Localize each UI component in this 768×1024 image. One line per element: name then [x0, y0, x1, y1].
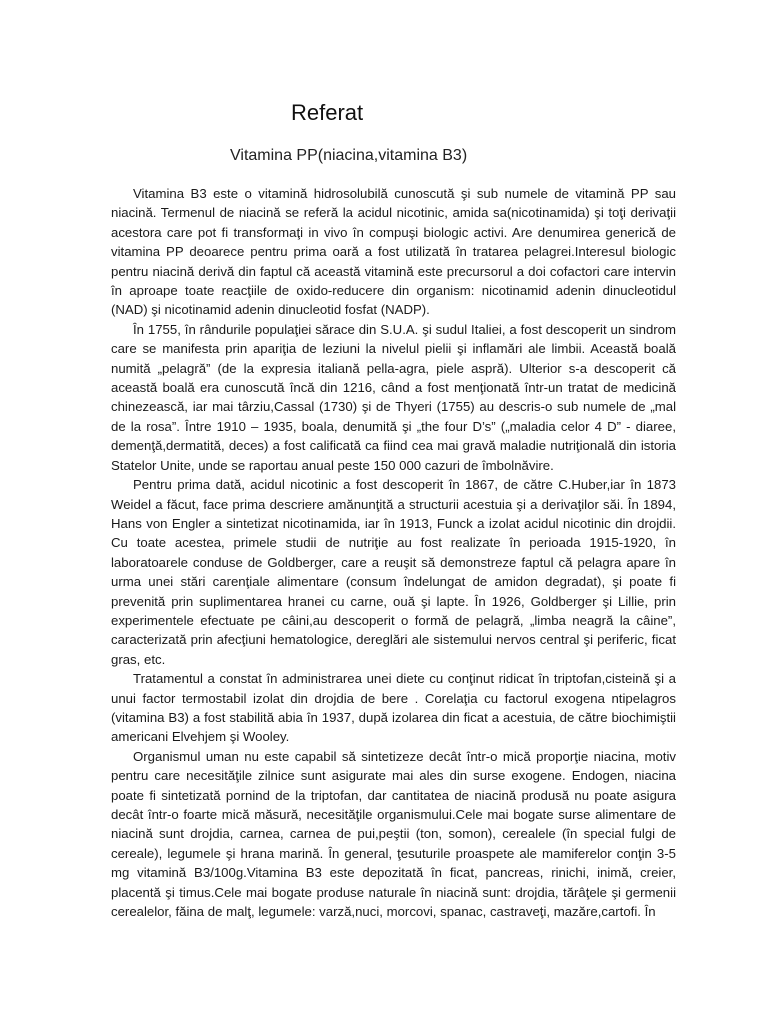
document-subtitle: Vitamina PP(niacina,vitamina B3)	[230, 147, 468, 164]
paragraph-treatment: Tratamentul a constat în administrarea unei diete cu conţinut ridicat în triptofan,cisteină şi a unui factor termostabil izolat din drojdia de bere . Corelaţia cu factorul exogena ntipelagros (vitamina B3) a fost stabilită abia în 1937, după izolarea din ficat a acestuia, de către biochimiştii americani Elvehjem şi Wooley.	[111, 671, 676, 745]
document-title: Referat	[291, 100, 364, 125]
paragraph-sources: Organismul uman nu este capabil să sintetizeze decât într-o mică proporţie niacina, motiv pentru care necesităţile zilnice sunt asigurate mai ales din surse exogene. Endogen, niacina poate fi sintetizată pornind de la triptofan, dar cantitatea de niacină produsă nu poate asigura decât într-o foarte mică măsură, necesităţile organismului.Cele mai bogate surse alimentare de niacină sunt drojdia, carnea, carnea de pui,peştii (ton, somon), cerealele (în special fulgi de cereale), legumele şi hrana marină. În general, ţesuturile proaspete ale mamiferelor conţin 3-5 mg vitamină B3/100g.Vitamina B3 este depozitată în ficat, pancreas, rinichi, inimă, creier, placentă şi timus.Cele mai bogate produse naturale în niacină sunt: drojdia, tărâţele şi germenii cerealelor, făina de malţ, legumele: varză,nuci, morcovi, spanac, castraveţi, mazăre,cartofi. În	[111, 748, 676, 920]
paragraph-discovery: Pentru prima dată, acidul nicotinic a fost descoperit în 1867, de către C.Huber,iar în 1873 Weidel a făcut, face prima descriere amănunţită a structurii acestuia şi a derivaţilor săi. În 1894, Hans von Engler a sintetizat nicotinamida, iar în 1913, Funck a izolat acidul nicotinic din drojdii. Cu toate acestea, primele studii de nutriţie au fost realizate în perioada 1915-1920, în laboratoarele conduse de Goldberger, care a reuşit să demonstreze faptul că pelagra apare în urma unei stări carenţiale alimentare (consum îndelungat de amidon degradat), şi poate fi prevenită prin suplimentarea hranei cu carne, ouă şi lapte. În 1926, Goldberger şi Lillie, prin experimentele efectuate pe câini,au descoperit o formă de pelagră, „limba neagră la câine”, caracterizată prin afecţiuni hematologice, dereglări ale sistemului nervos central şi periferic, ficat gras, etc.	[111, 477, 676, 667]
document-body	[111, 184, 676, 921]
paragraph-intro: Vitamina B3 este o vitamină hidrosolubilă cunoscută şi sub numele de vitamină PP sau niacină. Termenul de niacină se referă la acidul nicotinic, amida sa(nicotinamida) şi toţi derivaţii acestora care pot fi transformaţi in vivo în compuşi biologic activi. Are denumirea generică de vitamina PP deoarece pentru prima oară a fost utilizată în tratarea pelagrei.Interesul biologic pentru niacină derivă din faptul că această vitamină este precursorul a doi cofactori care intervin în aproape toate reacţiile de oxido-reducere din organism: nicotinamid adenin dinucleotidul (NAD) şi nicotinamid adenin dinucleotid fosfat (NADP).	[111, 186, 676, 318]
paragraph-history: În 1755, în rândurile populaţiei sărace din S.U.A. şi sudul Italiei, a fost descoperit un sindrom care se manifesta prin apariţia de leziuni la nivelul pielii şi inflamări ale limbii. Această boală numită „pelagră” (de la expresia italiană pella-agra, piele aspră). Ulterior s-a descoperit că această boală era cunoscută încă din 1216, când a fost menţionată într-un tratat de medicină chinezească, iar mai târziu,Cassal (1730) şi de Thyeri (1755) au descris-o sub numele de „mal de la rosa”. Între 1910 – 1935, boala, denumită şi „the four D’s” („maladia celor 4 D” - diaree, demenţă,dermatită, deces) a fost calificată ca fiind cea mai gravă maladie nutriţională din istoria Statelor Unite, unde se raportau anual peste 150 000 cazuri de îmbolnăvire.	[111, 321, 676, 473]
